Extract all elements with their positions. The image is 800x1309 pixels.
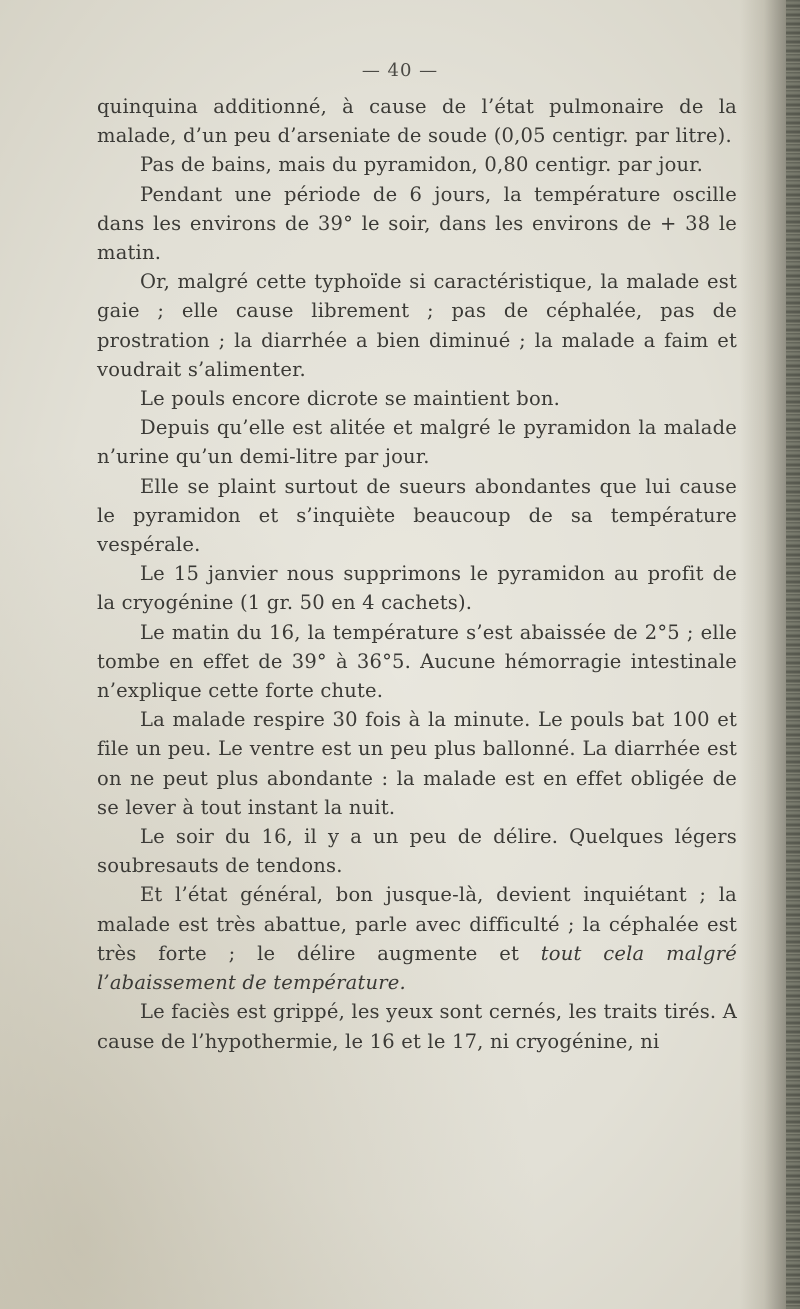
paragraph: La malade respire 30 fois à la minute. Le pouls bat 100 et file un peu. Le ventre est un peu plus ballonné. La diarrhée est on ne peut plus abondante : la malade est en effet obligée de se lever à tout instant la nuit. xyxy=(97,708,737,819)
binding-gutter-edge xyxy=(786,0,800,1309)
paragraph: Le pouls encore dicrote se maintient bon. xyxy=(140,387,561,411)
body-text xyxy=(97,92,737,1056)
paragraph: Depuis qu’elle est alitée et malgré le pyramidon la malade n’urine qu’un demi-litre par jour. xyxy=(97,416,737,469)
page-number: — 40 — xyxy=(361,60,439,81)
paragraph: Or, malgré cette typhoïde si caractéristique, la malade est gaie ; elle cause librement ; pas de céphalée, pas de prostration ; la diarrhée a bien diminué ; la malade a faim et voudrait s’alimenter. xyxy=(97,270,737,381)
paragraph-continued: quinquina additionné, à cause de l’état pulmonaire de la malade, d’un peu d’arseniate de soude (0,05 centigr. par litre). xyxy=(97,95,737,148)
paragraph: Le matin du 16, la température s’est abaissée de 2°5 ; elle tombe en effet de 39° à 36°5. Aucune hémorragie intestinale n’explique cette forte chute. xyxy=(97,620,737,703)
paragraph-text: Et l’état général, bon jusque-là, devient inquiétant ; la malade est très abattue, parle avec difficulté ; la céphalée est très forte ; le délire augmente et xyxy=(97,883,737,965)
paragraph: Le 15 janvier nous supprimons le pyramidon au profit de la cryogénine (1 gr. 50 en 4 cachets). xyxy=(97,562,737,615)
paragraph: Pas de bains, mais du pyramidon, 0,80 centigr. par jour. xyxy=(140,153,704,177)
paragraph-with-emphasis xyxy=(97,880,737,997)
emphasized-text: tout cela malgré l’abaissement de température. xyxy=(97,941,737,995)
paragraph: Le soir du 16, il y a un peu de délire. Quelques légers soubresauts de tendons. xyxy=(97,825,737,878)
paragraph: Pendant une période de 6 jours, la température oscille dans les environs de 39° le soir, dans les environs de + 38 le matin. xyxy=(97,182,737,265)
paragraph: Elle se plaint surtout de sueurs abondantes que lui cause le pyramidon et s’inquiète beaucoup de sa température vespérale. xyxy=(97,474,737,557)
paragraph: Le faciès est grippé, les yeux sont cernés, les traits tirés. A cause de l’hypothermie, le 16 et le 17, ni cryogénine, ni xyxy=(97,1000,737,1053)
